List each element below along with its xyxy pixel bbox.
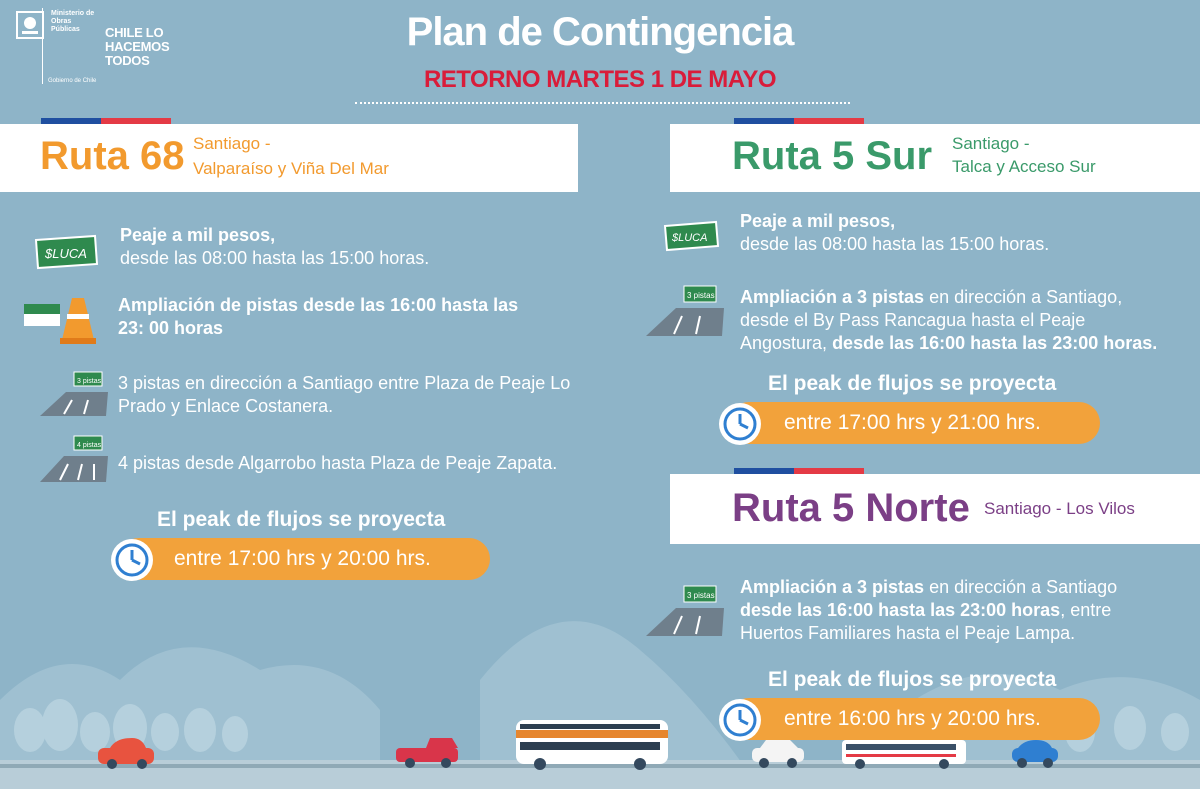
ruta68-sign3: 3 pistas [77,378,102,385]
ruta5sur-peak-pill [728,402,1100,444]
logo-divider [42,8,43,84]
ruta5sur-peaje-bold: Peaje a mil pesos, [740,211,896,231]
clock-icon [110,538,154,582]
ruta68-header [0,124,578,192]
ruta5norte-peak-time: entre 16:00 hrs y 20:00 hrs. [784,707,1041,730]
car-white-icon [752,740,804,768]
ruta5sur-ampl-l3b: desde las 16:00 hasta las 23:00 horas. [832,333,1158,353]
road-3-lanes-icon [642,584,728,640]
ruta5sur-sign3: 3 pistas [687,291,715,300]
ruta68-3pistas-l2: Prado y Enlace Costanera. [118,396,334,416]
ruta5sur-sub1: Santiago - [952,134,1030,153]
ruta5norte-ampl-l3: Huertos Familiares hasta el Peaje Lampa. [740,623,1076,643]
ruta5sur-ampl-bold: Ampliación a 3 pistas [740,287,925,307]
ruta68-peak-pill [118,538,490,580]
luca-bill-icon [662,220,720,252]
luca-bill-icon [33,234,99,270]
car-red-icon [98,738,154,769]
bus-white-icon [842,740,966,769]
car-blue-icon [1012,740,1058,768]
ruta5sur-ampl-rest1: en dirección a Santiago, [924,287,1123,307]
ruta68-peaje-rest: desde las 08:00 hasta las 15:00 horas. [120,248,430,268]
clock-icon [718,402,762,446]
ruta68-3pistas-l1: 3 pistas en dirección a Santiago entre Plaza de Peaje Lo [118,373,571,393]
ruta5norte-sign3: 3 pistas [687,591,715,600]
ruta5norte-peak-label: El peak de flujos se proyecta [768,668,1057,691]
traffic-cone-flag-icon [20,290,98,346]
ruta5sur-title: Ruta 5 Sur [732,134,933,178]
ruta68-title: Ruta 68 [40,134,185,178]
ruta68-4pistas: 4 pistas desde Algarrobo hasta Plaza de Peaje Zapata. [118,453,558,473]
ruta5sur-sub2: Talca y Acceso Sur [952,157,1096,176]
ruta68-sub1: Santiago - [193,134,271,153]
ruta68-ampl-l1: Ampliación de pistas desde las 16:00 hasta las [118,295,519,315]
ruta5norte-ampl-l2a: desde las 16:00 hasta las 23:00 horas [740,600,1061,620]
clock-icon [718,698,762,742]
ruta5norte-peak-pill [728,698,1100,740]
gobierno-label: Gobierno de Chile [48,78,97,84]
road-3-lanes-icon [36,370,112,420]
ruta68-3pistas [118,372,598,418]
ruta5norte-ampl-bold: Ampliación a 3 pistas [740,577,925,597]
pickup-red-icon [396,738,458,768]
ruta68-ampliacion [118,294,568,340]
ruta5sur-ampl-l3a: Angostura, [740,333,833,353]
ruta5norte-ampl-l2b: , entre [1060,600,1112,620]
ruta5norte-title: Ruta 5 Norte [732,486,970,530]
ruta5sur-peaje [740,210,1180,256]
ruta5sur-peaje-rest: desde las 08:00 hasta las 15:00 horas. [740,234,1050,254]
ruta5sur-ampliacion [740,286,1200,355]
dotted-divider [355,102,850,104]
page-title: Plan de Contingencia [406,10,794,54]
ruta68-sub2: Valparaíso y Viña Del Mar [193,159,389,178]
ruta5norte-ampliacion [740,576,1200,645]
road-3-lanes-icon [642,284,728,340]
ministerio-label: Ministerio de Obras Públicas [51,10,95,33]
luca-bill-text: $LUCA [45,246,87,261]
slogan: CHILE LO HACEMOS TODOS [105,25,170,68]
ruta68-peaje [120,224,560,270]
luca-bill-text: $LUCA [672,232,708,244]
ruta68-peak-time: entre 17:00 hrs y 20:00 hrs. [174,547,431,570]
ruta68-peak-label: El peak de flujos se proyecta [157,508,446,531]
ruta5sur-header [670,124,1200,192]
ruta5norte-header [670,474,1200,544]
road-4-lanes-icon [36,434,112,486]
ruta5sur-peak-time: entre 17:00 hrs y 21:00 hrs. [784,411,1041,434]
bus-double-decker-icon [516,720,668,770]
ruta5norte-ampl-rest1: en dirección a Santiago [924,577,1118,597]
ruta5sur-peak-label: El peak de flujos se proyecta [768,372,1057,395]
ruta68-sign4: 4 pistas [77,442,102,449]
ruta68-peaje-bold: Peaje a mil pesos, [120,225,276,245]
ruta5norte-sub: Santiago - Los Vilos [984,499,1135,518]
ruta5sur-ampl-l2: desde el By Pass Rancagua hasta el Peaje [740,310,1086,330]
logo [0,0,100,88]
ruta68-ampl-l2: 23: 00 horas [118,318,224,338]
page-subtitle: RETORNO MARTES 1 DE MAYO [423,66,777,93]
